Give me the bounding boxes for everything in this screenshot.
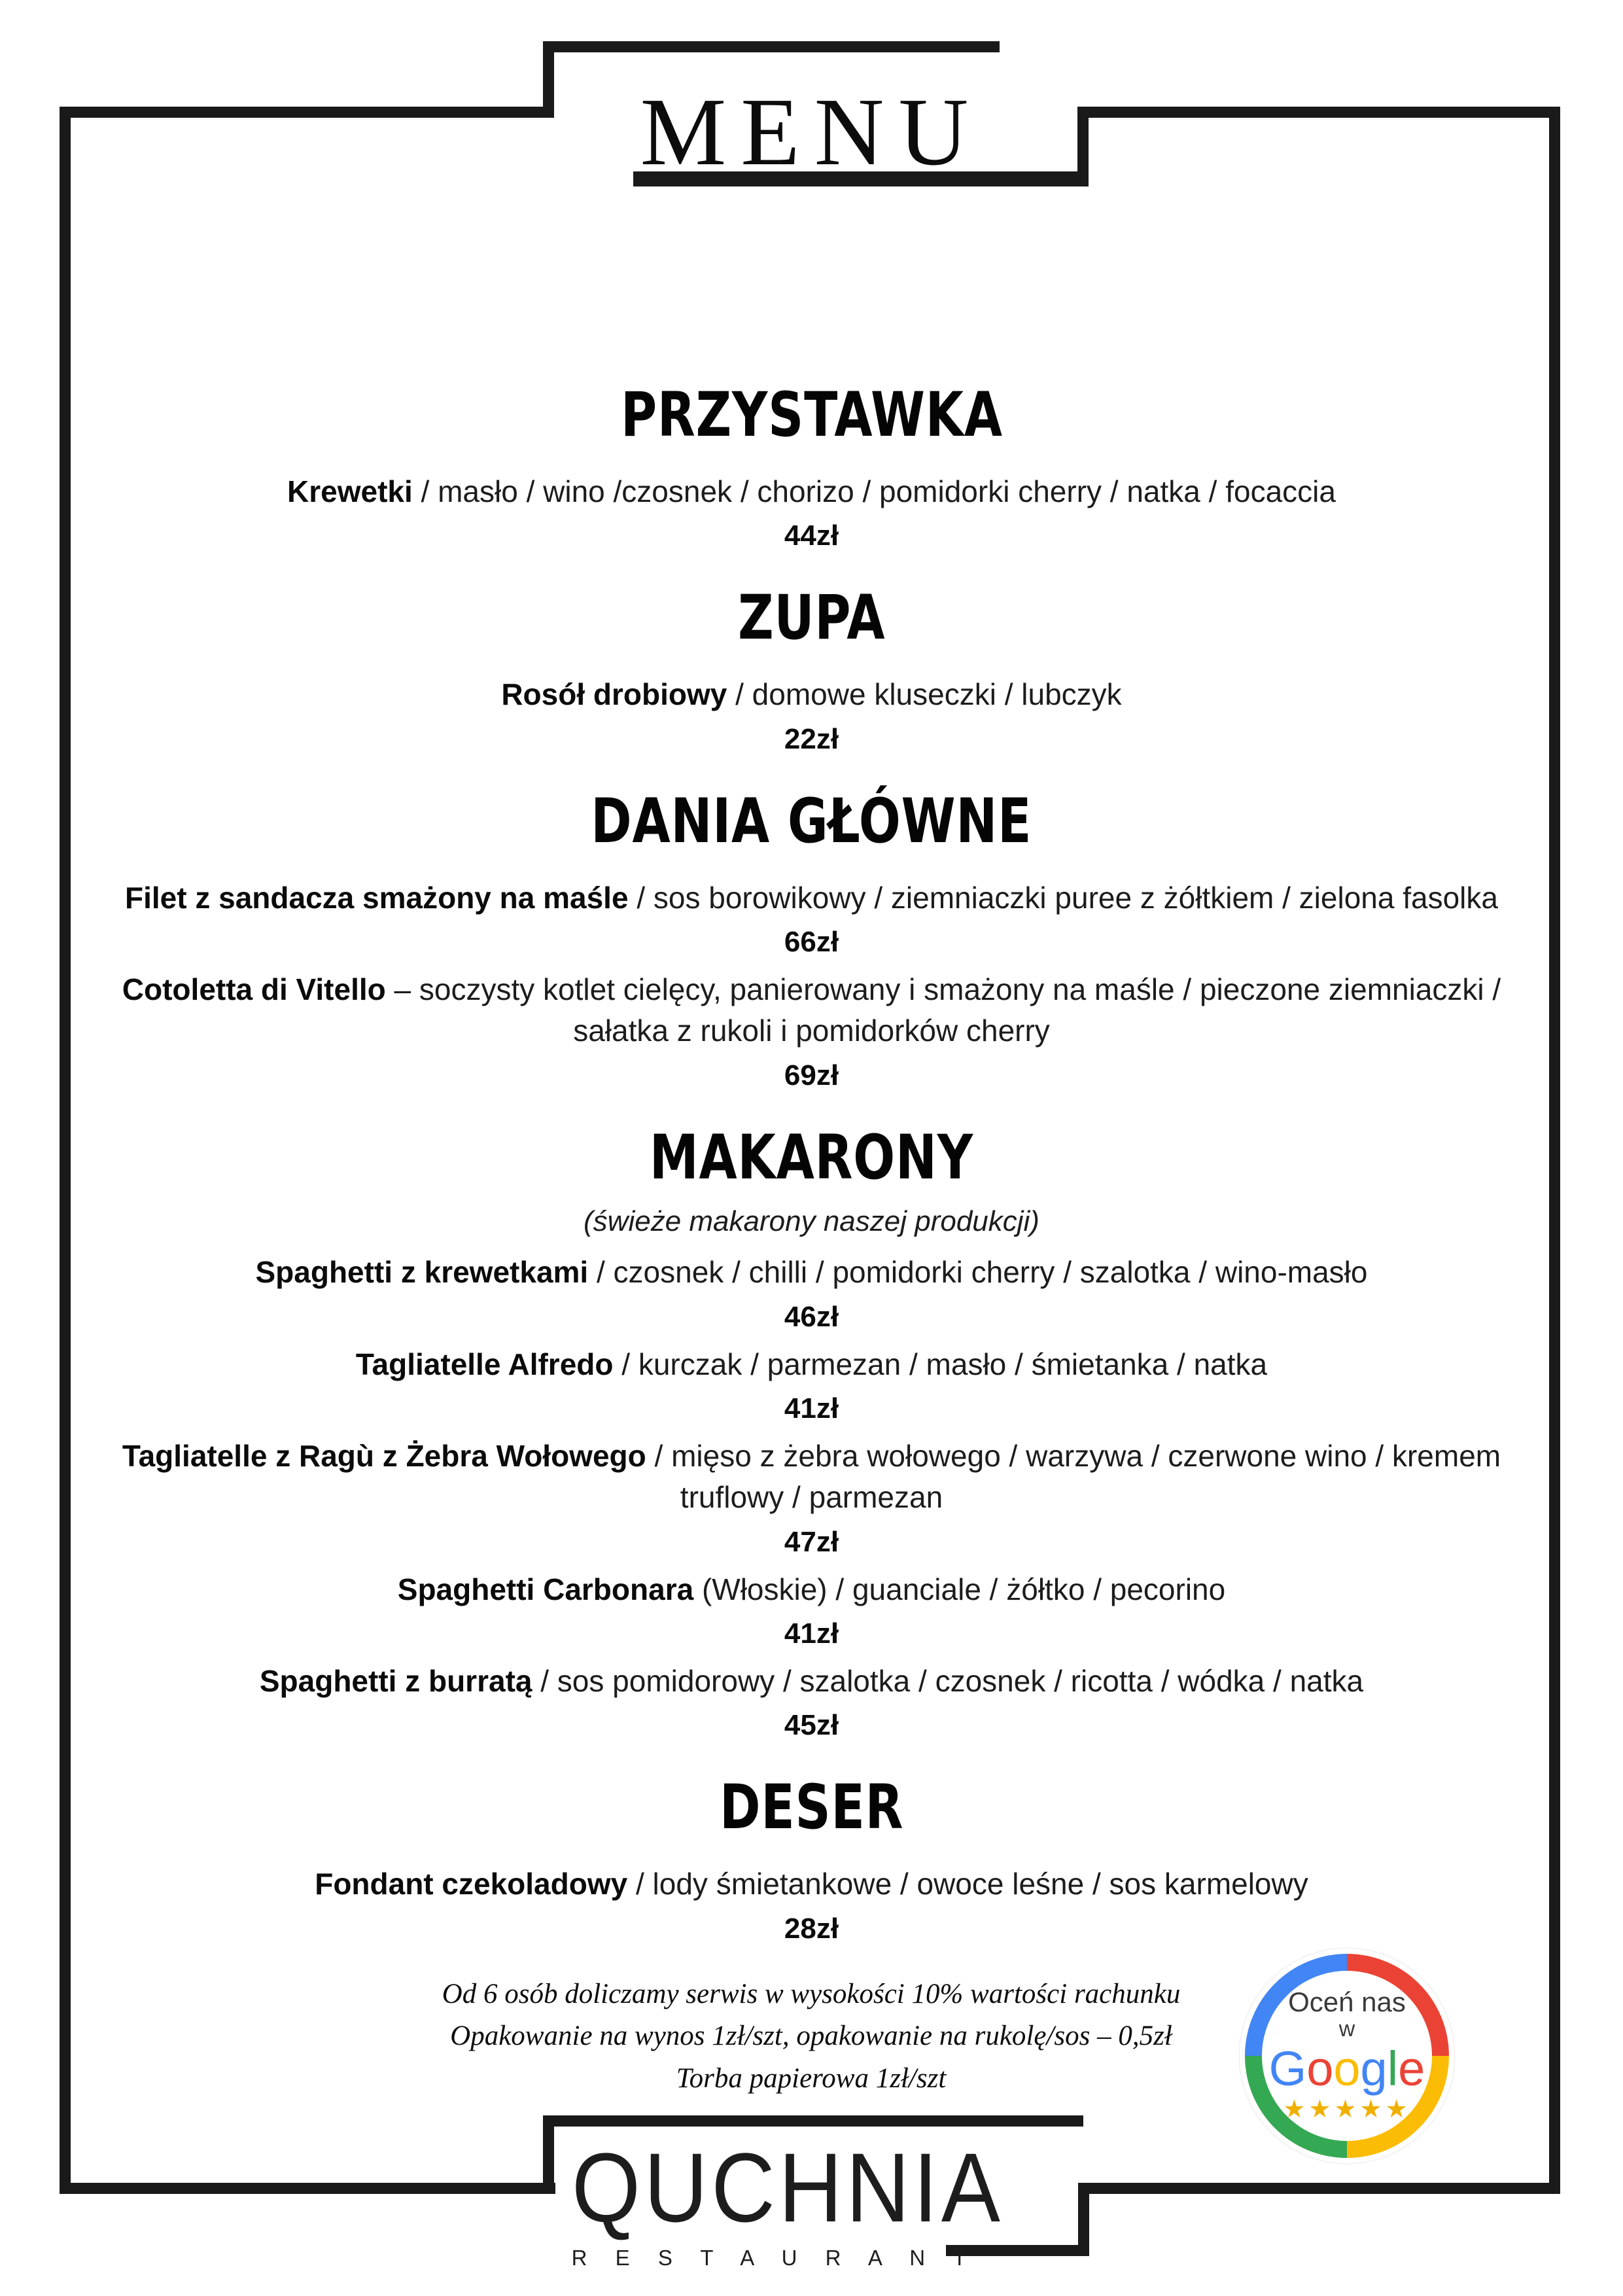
google-letter: o bbox=[1333, 2041, 1361, 2096]
item-name: Filet z sandacza smażony na maśle bbox=[125, 880, 629, 915]
section-title: ZUPA bbox=[737, 582, 886, 654]
menu-item bbox=[111, 1863, 1512, 1905]
google-letter: l bbox=[1387, 2041, 1399, 2096]
item-name: Tagliatelle Alfredo bbox=[355, 1347, 614, 1381]
section-zupa bbox=[111, 582, 1512, 756]
item-price: 22zł bbox=[784, 722, 839, 755]
logo-name: QUCHNIA bbox=[571, 2132, 1003, 2242]
frame-right-border bbox=[1549, 107, 1560, 2194]
item-name: Fondant czekoladowy bbox=[315, 1867, 628, 1901]
section-makarony bbox=[111, 1122, 1512, 1744]
five-stars-icon: ★★★★★ bbox=[1283, 2096, 1411, 2124]
rate-us-w: w bbox=[1338, 2016, 1355, 2041]
item-name: Spaghetti Carbonara bbox=[397, 1572, 694, 1606]
item-desc: – soczysty kotlet cielęcy, panierowany i smażony na maśle / pieczone ziemniaczki / sałatka z rukoli i pomidorków cherry bbox=[394, 972, 1501, 1048]
menu-item bbox=[111, 674, 1512, 715]
item-price: 41zł bbox=[784, 1392, 839, 1425]
section-title-row bbox=[111, 1772, 1512, 1844]
item-price: 66zł bbox=[784, 926, 839, 958]
restaurant-logo bbox=[0, 2132, 1623, 2270]
menu-item bbox=[111, 1436, 1512, 1519]
google-letter: g bbox=[1360, 2041, 1387, 2096]
section-title: PRZYSTAWKA bbox=[620, 380, 1003, 451]
section-title-row bbox=[111, 380, 1512, 451]
frame-top-tab-bar bbox=[543, 41, 1000, 52]
section-przystawka bbox=[111, 380, 1512, 554]
menu-item bbox=[111, 1661, 1512, 1702]
item-desc: / mięso z żebra wołowego / warzywa / czerwone wino / kremem truflowy / parmezan bbox=[654, 1438, 1501, 1515]
item-desc: / lody śmietankowe / owoce leśne / sos karmelowy bbox=[635, 1867, 1308, 1901]
frame-logo-top-bar bbox=[543, 2115, 1083, 2127]
menu-item bbox=[111, 877, 1512, 919]
section-title: DESER bbox=[719, 1772, 904, 1844]
menu-item bbox=[111, 471, 1512, 512]
google-letter: o bbox=[1306, 2041, 1334, 2096]
item-desc: / masło / wino /czosnek / chorizo / pomidorki cherry / natka / focaccia bbox=[421, 474, 1336, 508]
google-review-badge bbox=[1245, 1954, 1449, 2158]
item-price: 45zł bbox=[784, 1709, 839, 1742]
item-price: 44zł bbox=[784, 520, 839, 552]
item-desc: / kurczak / parmezan / masło / śmietanka / natka bbox=[621, 1347, 1268, 1381]
item-price: 69zł bbox=[784, 1059, 839, 1091]
item-name: Spaghetti z krewetkami bbox=[255, 1255, 589, 1290]
logo-block bbox=[571, 2132, 1052, 2270]
footer-note-packaging: Opakowanie na wynos 1zł/szt, opakowanie na rukolę/sos – 0,5zł bbox=[450, 2021, 1172, 2052]
google-letter: e bbox=[1398, 2041, 1425, 2096]
item-name: Spaghetti z burratą bbox=[259, 1663, 532, 1698]
menu-item bbox=[111, 969, 1512, 1052]
menu-item bbox=[111, 1252, 1512, 1293]
item-desc: / domowe kluseczki / lubczyk bbox=[735, 677, 1122, 712]
section-title-row bbox=[111, 785, 1512, 857]
section-dania-glowne bbox=[111, 785, 1512, 1093]
section-note: (świeże makarony naszej produkcji) bbox=[584, 1205, 1039, 1237]
item-desc: (Włoskie) / guanciale / żółtko / pecorino bbox=[701, 1572, 1226, 1606]
item-name: Tagliatelle z Ragù z Żebra Wołowego bbox=[122, 1438, 646, 1473]
rate-us-text: Oceń nas bbox=[1288, 1986, 1406, 2017]
frame-left-border bbox=[60, 107, 71, 2194]
google-logo bbox=[1269, 2042, 1425, 2095]
item-price: 28zł bbox=[784, 1912, 839, 1945]
section-title: DANIA GŁÓWNE bbox=[591, 785, 1032, 857]
item-desc: / sos pomidorowy / szalotka / czosnek / ricotta / wódka / natka bbox=[540, 1663, 1364, 1698]
item-price: 41zł bbox=[784, 1617, 839, 1650]
item-price: 46zł bbox=[784, 1300, 839, 1333]
google-badge-inner bbox=[1262, 1971, 1432, 2141]
item-price: 47zł bbox=[784, 1525, 839, 1558]
item-name: Cotoletta di Vitello bbox=[122, 972, 386, 1006]
section-title: MAKARONY bbox=[649, 1122, 974, 1193]
section-title-row bbox=[111, 582, 1512, 654]
menu-item bbox=[111, 1569, 1512, 1610]
item-name: Krewetki bbox=[287, 474, 413, 508]
menu-content bbox=[111, 380, 1512, 1955]
section-deser bbox=[111, 1772, 1512, 1946]
footer-note-bag: Torba papierowa 1zł/szt bbox=[676, 2062, 947, 2094]
section-title-row bbox=[111, 1122, 1512, 1193]
page-title: MENU bbox=[640, 79, 983, 186]
item-desc: / sos borowikowy / ziemniaczki puree z żółtkiem / zielona fasolka bbox=[637, 880, 1498, 915]
footer-notes bbox=[262, 1977, 1361, 2104]
menu-title-block bbox=[0, 79, 1623, 186]
logo-subtitle: R E S T A U R A N T bbox=[571, 2246, 977, 2270]
footer-note-service: Od 6 osób doliczamy serwis w wysokości 10% wartości rachunku bbox=[442, 1979, 1181, 2009]
google-letter: G bbox=[1268, 2041, 1307, 2096]
item-name: Rosół drobiowy bbox=[501, 677, 727, 712]
item-desc: / czosnek / chilli / pomidorki cherry / szalotka / wino-masło bbox=[596, 1255, 1368, 1290]
menu-item bbox=[111, 1344, 1512, 1385]
